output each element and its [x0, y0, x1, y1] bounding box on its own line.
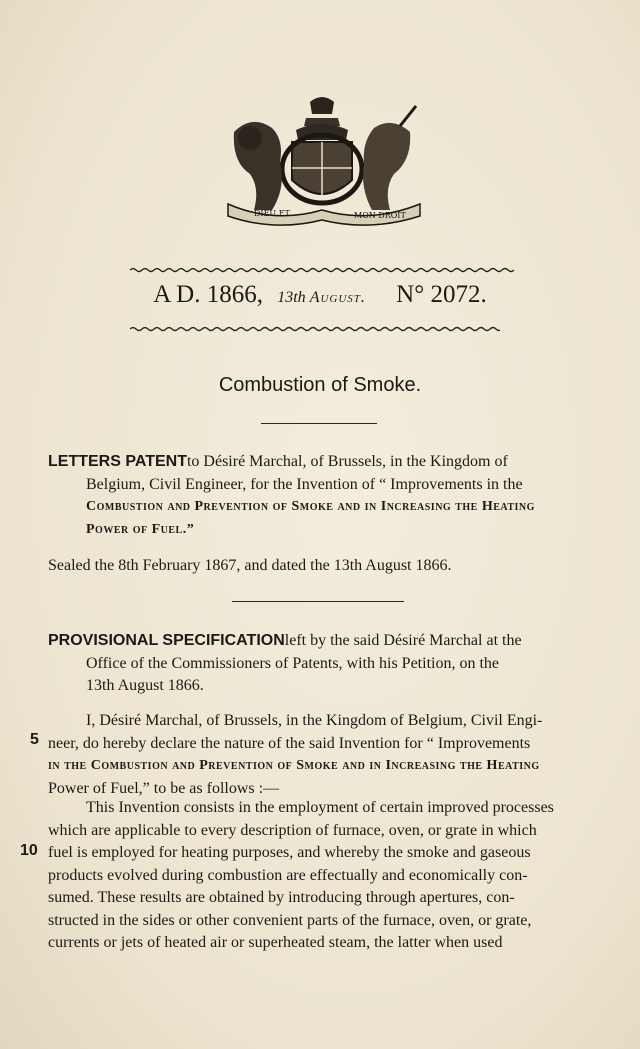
- text-line: which are applicable to every description of furnace, oven, or grate in which: [48, 821, 537, 839]
- patent-number: N° 2072.: [396, 281, 487, 308]
- text-line: This Invention consists in the employment of certain improved processes: [86, 799, 554, 816]
- text-line: Combustion and Prevention of Smoke and in Increasing the Heating: [86, 499, 535, 514]
- patent-header: [0, 281, 640, 309]
- line-number: 10: [20, 842, 38, 859]
- text-line: [48, 630, 596, 653]
- letters-patent-paragraph: [48, 451, 596, 541]
- line-number: 5: [30, 731, 39, 748]
- ad-year: A D. 1866,: [153, 281, 263, 308]
- sealed-statement: Sealed the 8th February 1867, and dated the 13th August 1866.: [48, 557, 452, 574]
- text-line: currents or jets of heated air or superheated steam, the latter when used: [48, 934, 503, 951]
- text-line: in the Combustion and Prevention of Smoke and in Increasing the Heating: [48, 758, 540, 773]
- patent-date: [277, 289, 366, 306]
- divider: [261, 423, 377, 424]
- text-line: Power of Fuel.”: [86, 521, 195, 537]
- decorative-wavy-rule: [130, 325, 500, 333]
- text-line: Power of Fuel,” to be as follows :—: [48, 779, 280, 797]
- text-line: Office of the Commissioners of Patents, with his Petition, on the: [86, 654, 499, 672]
- text-line: fuel is employed for heating purposes, and whereby the smoke and gaseous: [48, 844, 531, 861]
- text-line: I, Désiré Marchal, of Brussels, in the Kingdom of Belgium, Civil Engi-: [86, 712, 543, 729]
- body-paragraph: [48, 797, 596, 955]
- royal-coat-of-arms-icon: [214, 92, 430, 226]
- letters-patent-lead: LETTERS PATENT: [48, 453, 187, 470]
- date-month: August.: [309, 289, 366, 306]
- date-day: 13th: [277, 289, 306, 306]
- svg-text:MON DROIT: MON DROIT: [354, 211, 406, 220]
- document-title: Combustion of Smoke.: [218, 374, 422, 396]
- text-line: sumed. These results are obtained by introducing through apertures, con-: [48, 889, 515, 906]
- provisional-paragraph: [48, 630, 596, 698]
- svg-text:DIEU ET: DIEU ET: [254, 209, 290, 218]
- text-line: Belgium, Civil Engineer, for the Invention of “ Improvements in the: [86, 475, 523, 493]
- text-span: to Désiré Marchal, of Brussels, in the Kingdom of: [186, 453, 508, 470]
- divider: [232, 601, 404, 602]
- text-line: neer, do hereby declare the nature of the said Invention for “ Improvements: [48, 734, 531, 752]
- text-line: [48, 451, 596, 474]
- intro-paragraph: [48, 710, 596, 800]
- text-line: products evolved during combustion are effectually and economically con-: [48, 866, 528, 884]
- text-line: structed in the sides or other convenient parts of the furnace, oven, or grate,: [48, 911, 532, 929]
- provisional-lead: PROVISIONAL SPECIFICATION: [48, 632, 285, 649]
- decorative-wavy-rule: [130, 266, 515, 274]
- text-span: left by the said Désiré Marchal at the: [284, 632, 522, 649]
- text-line: 13th August 1866.: [86, 677, 204, 694]
